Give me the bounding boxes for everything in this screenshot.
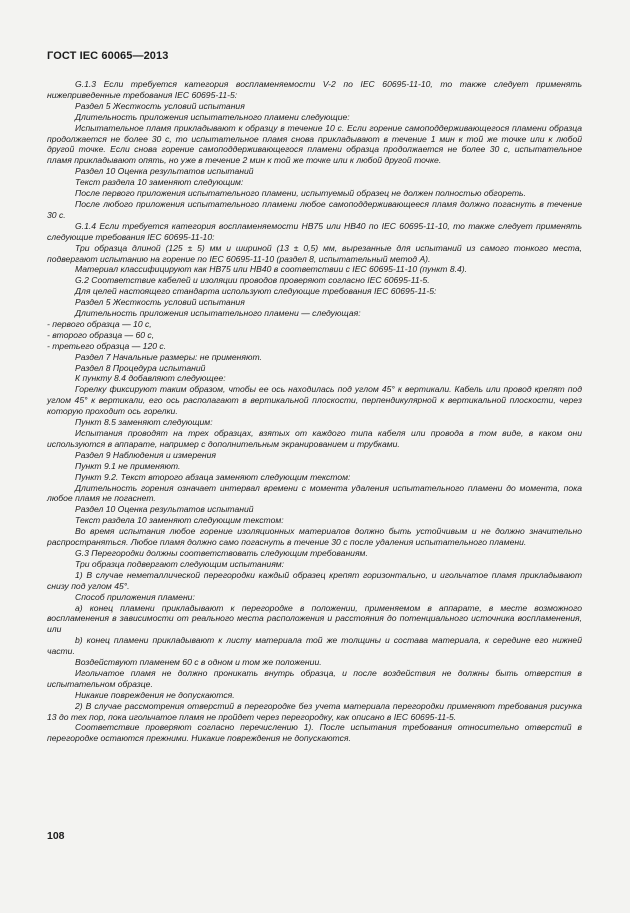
list-item: - третьего образца — 120 с. <box>47 340 167 351</box>
paragraph: Во время испытания любое горение изоляционных материалов должно быть устойчивым и не должно значительно распространяться. Любое пламя должно само погаснуть в течение 30 с после удаления испытательного пламени. <box>47 526 582 548</box>
document-header: ГОСТ IEC 60065—2013 <box>47 50 169 62</box>
paragraph: Для целей настоящего стандарта используют следующие требования IEC 60695-11-5: <box>75 286 437 297</box>
paragraph: Раздел 8 Процедура испытаний <box>75 362 206 373</box>
paragraph: Испытания проводят на трех образцах, взятых от каждого типа кабеля или провода в том виде, в каком они используются в аппарате, например с дополнительным экранированием и трубками. <box>47 428 582 449</box>
paragraph: b) конец пламени прикладывают к листу материала той же толщины и состава материала, к середине его нижней части. <box>47 635 582 657</box>
paragraph: После первого приложения испытательного пламени, испытуемый образец не должен полностью обгореть. <box>75 188 526 199</box>
paragraph: Длительность горения означает интервал времени с момента удаления испытательного пламени до момента, пока любое пламя не погаснет. <box>47 482 582 504</box>
paragraph: Раздел 7 Начальные размеры: не применяют. <box>75 351 262 362</box>
paragraph: G.1.4 Если требуется категория воспламеняемости HB75 или HB40 по IEC 60695-11-10, то также следует применять следующие требования IEC 60695-11-10: <box>47 220 582 242</box>
paragraph: Текст раздела 10 заменяют следующим текстом: <box>75 515 284 526</box>
paragraph: К пункту 8.4 добавляют следующее: <box>75 373 226 384</box>
paragraph: а) конец пламени прикладывают к перегородке в положении, применяемом в аппарате, в месте возможного воспламенения в зависимости от реального места расположения и расстояния до потенциального источника воспламенения, или <box>47 602 582 635</box>
paragraph: Способ приложения пламени: <box>75 591 195 602</box>
paragraph: Испытательное пламя прикладывают к образцу в течение 10 с. Если горение самоподдерживающегося пламени образца продолжается не более 30 с, то испытательное пламя снова прикладывают в течение 1 мин к той же точке или к любой другой точке. Если снова горение самоподдерживающегося пламени образца продолжается не более 30 с, испытательное пламя прикладывают опять, но уже в течение 2 мин к той же точке или к любой другой точке. <box>47 122 582 166</box>
paragraph: Раздел 5 Жесткость условий испытания <box>75 297 245 308</box>
paragraph: Длительность приложения испытательного пламени — следующая: <box>75 308 361 319</box>
paragraph: Три образца подвергают следующим испытаниям: <box>75 558 285 569</box>
paragraph: Горелку фиксируют таким образом, чтобы ее ось находилась под углом 45° к вертикали. Кабель или провод крепят под углом 45° к вертикали, его ось располагают в вертикальной плоскости, перпендикулярной к вертикальной плоскости, через которую проходит ось горелки. <box>47 384 582 417</box>
paragraph: 2) В случае рассмотрения отверстий в перегородке без учета материала перегородки применяют требования рисунка 13 до тех пор, пока игольчатое пламя не пройдет через перегородку, как описано в IEC 60695-11-5. <box>47 700 582 722</box>
paragraph: Раздел 10 Оценка результатов испытаний <box>75 504 254 515</box>
paragraph: G.3 Перегородки должны соответствовать следующим требованиям. <box>75 547 368 558</box>
paragraph: G.2 Соответствие кабелей и изоляции проводов проверяют согласно IEC 60695-11-5. <box>75 275 430 286</box>
paragraph: 1) В случае неметаллической перегородки каждый образец крепят горизонтально, и игольчатое пламя прикладывают снизу под углом 45°. <box>47 569 582 591</box>
paragraph: Пункт 8.5 заменяют следующим: <box>75 417 213 428</box>
paragraph: Текст раздела 10 заменяют следующим: <box>75 177 244 188</box>
paragraph: Длительность приложения испытательного пламени следующие: <box>75 111 350 122</box>
document-body <box>47 79 582 744</box>
list-item: - второго образца — 60 с, <box>47 329 155 340</box>
paragraph: Материал классифицируют как HB75 или HB40 в соответствии с IEC 60695-11-10 (пункт 8.4). <box>75 264 468 275</box>
paragraph: Три образца длиной (125 ± 5) мм и шириной (13 ± 0,5) мм, вырезанные для испытаний из самого тонкого места, подвергают испытанию на горение по IEC 60695-11-10 (раздел 8, испытательный метод А). <box>47 242 582 264</box>
paragraph: Пункт 9.1 не применяют. <box>75 460 181 471</box>
page-number: 108 <box>47 830 65 842</box>
paragraph: Раздел 9 Наблюдения и измерения <box>75 449 216 460</box>
paragraph: G.1.3 Если требуется категория воспламеняемости V-2 по IEC 60695-11-10, то также следует применять нижеприведенные требования IEC 60695-11-5: <box>47 79 582 100</box>
paragraph: Раздел 5 Жесткость условий испытания <box>75 100 245 111</box>
paragraph: Воздействуют пламенем 60 с в одном и том же положении. <box>75 657 322 668</box>
paragraph: Пункт 9.2. Текст второго абзаца заменяют следующим текстом: <box>75 471 351 482</box>
paragraph: Игольчатое пламя не должно проникать внутрь образца, и после воздействия не должны быть отверстия в испытательном образце. <box>47 667 582 689</box>
paragraph: Никакие повреждения не допускаются. <box>75 689 235 700</box>
paragraph: Соответствие проверяют согласно перечислению 1). После испытания требования относительно отверстий в перегородке остаются прежними. Никакие повреждения не допускаются. <box>47 722 582 744</box>
paragraph: Раздел 10 Оценка результатов испытаний <box>75 166 254 177</box>
paragraph: После любого приложения испытательного пламени любое самоподдерживающееся пламя должно погаснуть в течение 30 с. <box>47 198 582 220</box>
list-item: - первого образца — 10 с, <box>47 318 152 329</box>
